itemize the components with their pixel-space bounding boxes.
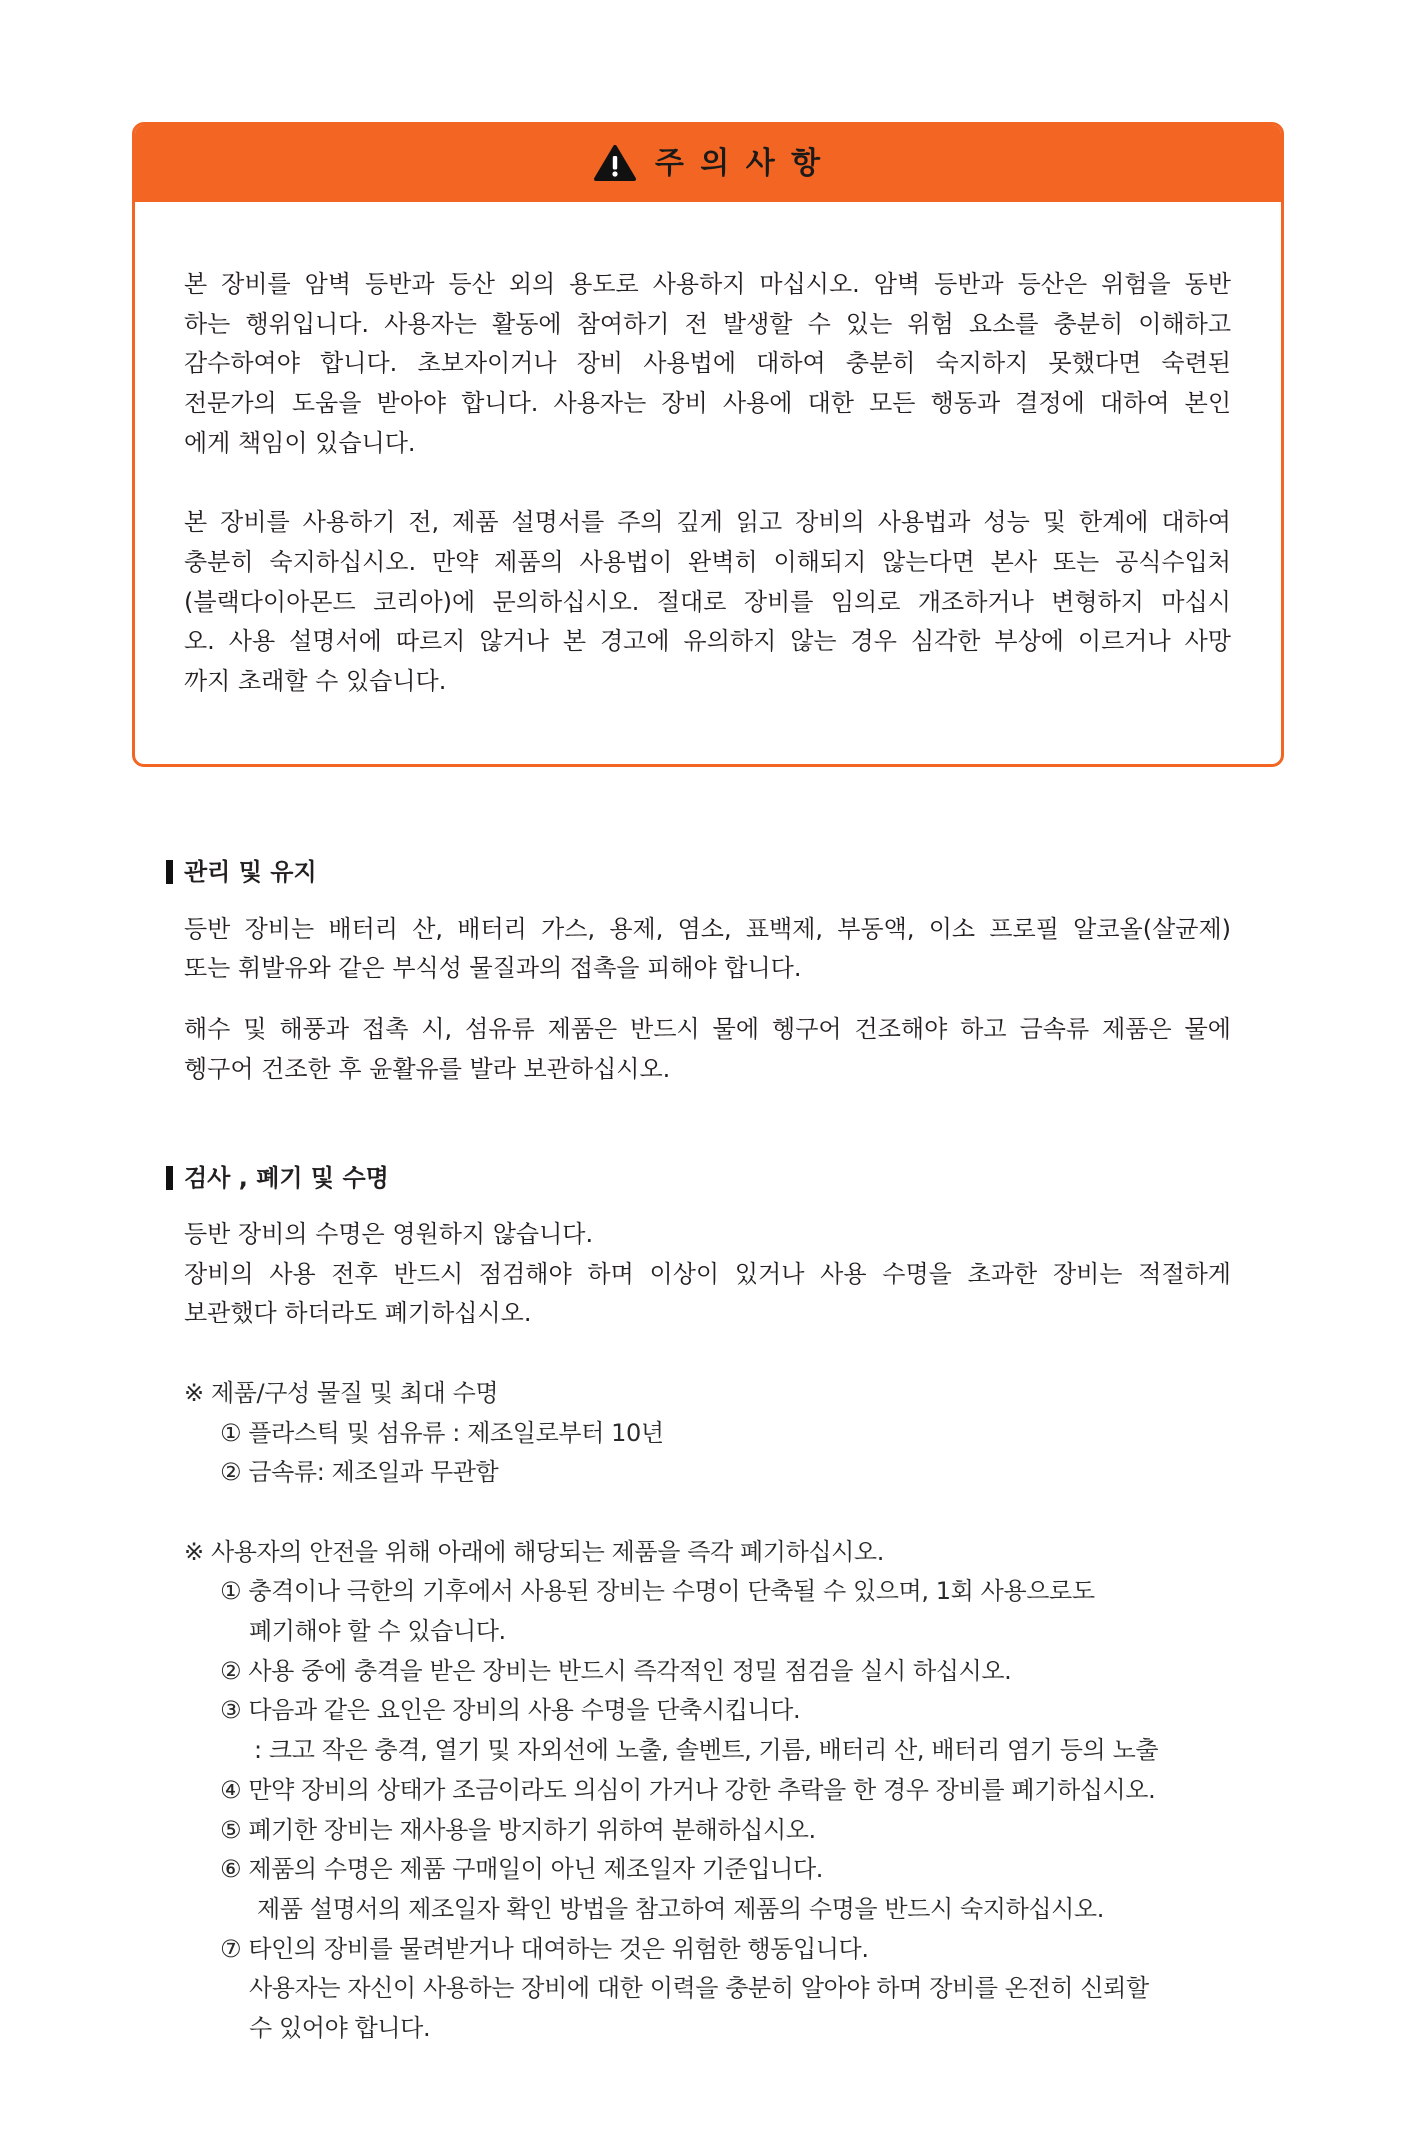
warning-paragraph (184, 503, 1231, 702)
text-line: 까지 초래할 수 있습니다. (184, 667, 447, 696)
heading-bar (166, 1166, 173, 1190)
list-item (184, 1930, 1231, 2049)
list-item (184, 1811, 1231, 1851)
list-item-line: 제품 설명서의 제조일자 확인 방법을 참고하여 제품의 수명을 반드시 숙지하십시오. (257, 1894, 1104, 1923)
section-heading (184, 852, 1231, 892)
text-line: 보관했다 하더라도 폐기하십시오. (184, 1299, 532, 1328)
text-line: 장비의 사용 전후 반드시 점검해야 하며 이상이 있거나 사용 수명을 초과한 장비는 적절하게 (184, 1259, 1231, 1288)
heading-bar (166, 860, 173, 884)
section-care-maintenance (184, 852, 1231, 1089)
warning-header (135, 125, 1281, 202)
retirement-list (184, 1533, 1231, 2049)
list-item-line: ⑥ 제품의 수명은 제품 구매일이 아닌 제조일자 기준입니다. (220, 1855, 823, 1884)
warning-paragraph (184, 265, 1231, 464)
inspection-intro (184, 1215, 1231, 1334)
text-line: 하는 행위입니다. 사용자는 활동에 참여하기 전 발생할 수 있는 위험 요소를 충분히 이해하고 (184, 309, 1231, 338)
list-item (184, 1572, 1231, 1651)
text-line: 전문가의 도움을 받아야 합니다. 사용자는 장비 사용에 대한 모든 행동과 결정에 대하여 본인 (184, 389, 1231, 418)
text-line: 본 장비를 사용하기 전, 제품 설명서를 주의 깊게 읽고 장비의 사용법과 성능 및 한계에 대하여 (184, 508, 1231, 537)
list-item (184, 1771, 1231, 1811)
list-item-line: ⑦ 타인의 장비를 물려받거나 대여하는 것은 위험한 행동입니다. (220, 1934, 869, 1963)
care-paragraph (184, 910, 1231, 989)
section-heading-text: 검사 , 폐기 및 수명 (184, 1164, 389, 1192)
list-item-line: : 크고 작은 충격, 열기 및 자외선에 노출, 솔벤트, 기름, 배터리 산, 배터리 염기 등의 노출 (254, 1736, 1159, 1765)
text-line: 등반 장비의 수명은 영원하지 않습니다. (184, 1220, 594, 1248)
text-line: 또는 휘발유와 같은 부식성 물질과의 접촉을 피해야 합니다. (184, 954, 802, 983)
list-item (184, 1850, 1231, 1929)
lifespan-list (184, 1374, 1231, 1493)
list-item (184, 1691, 1231, 1770)
section-heading-text: 관리 및 유지 (184, 858, 317, 886)
list-item-line: 폐기해야 할 수 있습니다. (249, 1617, 506, 1645)
text-line: 오. 사용 설명서에 따르지 않거나 본 경고에 유의하지 않는 경우 심각한 부상에 이르거나 사망 (184, 627, 1231, 656)
text-line: 감수하여야 합니다. 초보자이거나 장비 사용법에 대하여 충분히 숙지하지 못했다면 숙련된 (184, 349, 1231, 378)
list-item-line: 사용자는 자신이 사용하는 장비에 대한 이력을 충분히 알아야 하며 장비를 온전히 신뢰할 (249, 1974, 1149, 2003)
text-line: (블랙다이아몬드 코리아)에 문의하십시오. 절대로 장비를 임의로 개조하거나 변형하지 마십시 (184, 587, 1231, 616)
text-line: 해수 및 해풍과 접촉 시, 섬유류 제품은 반드시 물에 헹구어 건조해야 하고 금속류 제품은 물에 (184, 1014, 1231, 1043)
list-item-line: ① 충격이나 극한의 기후에서 사용된 장비는 수명이 단축될 수 있으며, 1회 사용으로도 (220, 1577, 1095, 1606)
list-item-line: 수 있어야 합니다. (249, 2014, 431, 2043)
warning-body (135, 202, 1281, 702)
text-line: 충분히 숙지하십시오. 만약 제품의 사용법이 완벽히 이해되지 않는다면 본사 또는 공식수입처 (184, 547, 1231, 576)
warning-box (132, 122, 1284, 767)
text-line: 헹구어 건조한 후 윤활유를 발라 보관하십시오. (184, 1054, 671, 1083)
text-line: 에게 책임이 있습니다. (184, 428, 416, 457)
warning-triangle-icon (593, 144, 637, 182)
warning-title: 주 의 사 항 (654, 145, 824, 181)
section-inspection-lifespan (184, 1158, 1231, 2049)
list-item-line: ② 사용 중에 충격을 받은 장비는 반드시 즉각적인 정밀 점검을 실시 하십시오. (220, 1656, 1012, 1685)
list-item: ② 금속류: 제조일과 무관함 (220, 1458, 499, 1487)
text-line: 본 장비를 암벽 등반과 등산 외의 용도로 사용하지 마십시오. 암벽 등반과 등산은 위험을 동반 (184, 270, 1231, 298)
list-item-line: ④ 만약 장비의 상태가 조금이라도 의심이 가거나 강한 추락을 한 경우 장비를 폐기하십시오. (220, 1775, 1156, 1804)
section-heading (184, 1158, 1231, 1198)
list-item: ① 플라스틱 및 섬유류 : 제조일로부터 10년 (220, 1418, 664, 1447)
list-title: ※ 사용자의 안전을 위해 아래에 해당되는 제품을 즉각 폐기하십시오. (184, 1537, 884, 1566)
list-title: ※ 제품/구성 물질 및 최대 수명 (184, 1378, 499, 1407)
list-item-line: ③ 다음과 같은 요인은 장비의 사용 수명을 단축시킵니다. (220, 1696, 801, 1725)
care-paragraph (184, 1010, 1231, 1089)
list-item (184, 1652, 1231, 1692)
text-line: 등반 장비는 배터리 산, 배터리 가스, 용제, 염소, 표백제, 부동액, 이소 프로필 알코올(살균제) (184, 914, 1231, 943)
list-item-line: ⑤ 폐기한 장비는 재사용을 방지하기 위하여 분해하십시오. (220, 1815, 816, 1844)
